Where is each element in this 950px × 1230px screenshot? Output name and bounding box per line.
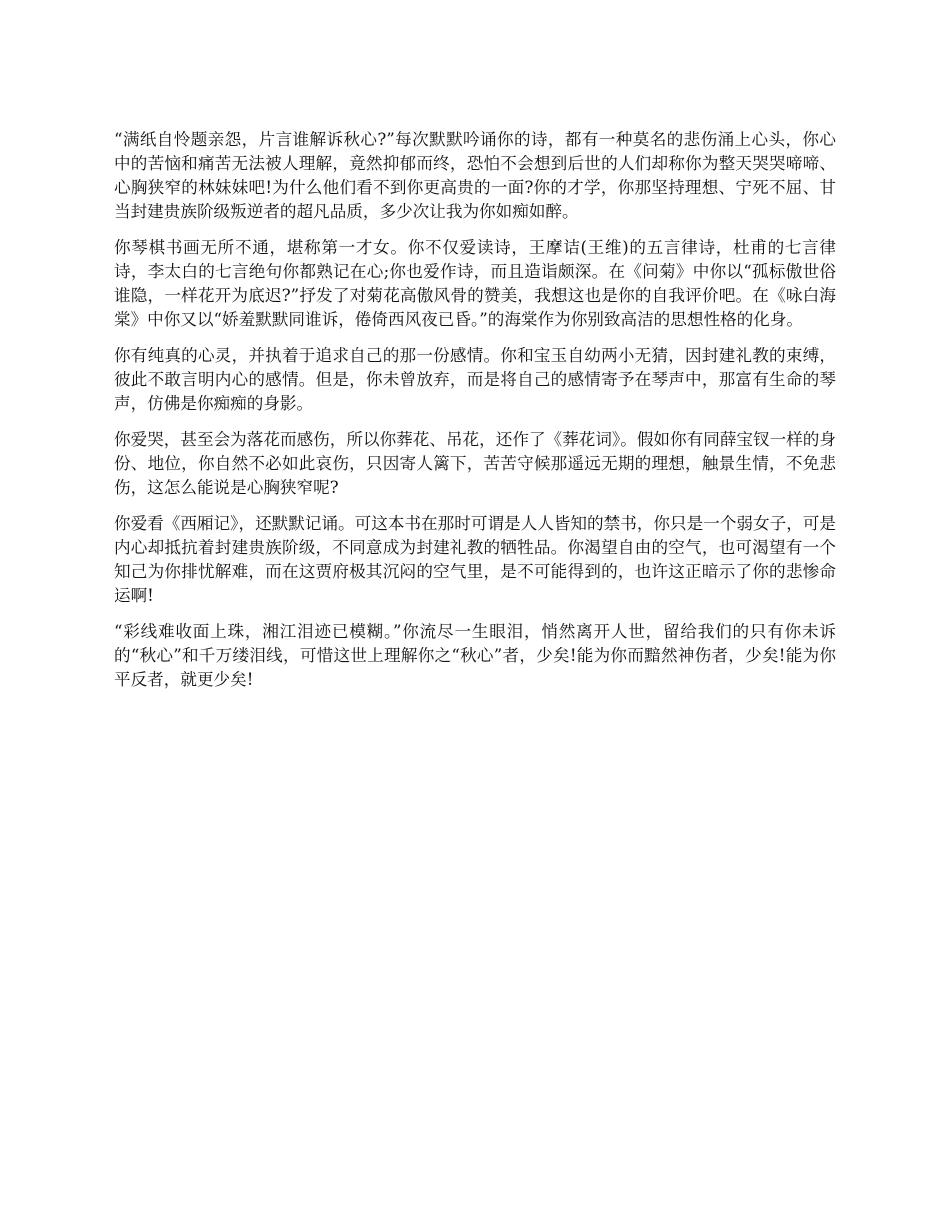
document-body [114,128,836,704]
paragraph-2: 你琴棋书画无所不通，堪称第一才女。你不仅爱读诗，王摩诘(王维)的五言律诗，杜甫的七言律诗，李太白的七言绝句你都熟记在心;你也爱作诗，而且造诣颇深。在《问菊》中你以“孤标傲世俗谁隐，一样花开为底迟?”抒发了对菊花高傲风骨的赞美，我想这也是你的自我评价吧。在《咏白海棠》中你又以“娇羞默默同谁诉，倦倚西风夜已昏。”的海棠作为你别致高洁的思想性格的化身。 [114,238,836,329]
paragraph-4: 你爱哭，甚至会为落花而感伤，所以你葬花、吊花，还作了《葬花词》。假如你有同薛宝钗一样的身份、地位，你自然不必如此哀伤，只因寄人篱下，苦苦守候那遥远无期的理想，触景生情，不免悲伤，这怎么能说是心胸狭窄呢? [114,430,836,497]
paragraph-1: “满纸自怜题亲怨，片言谁解诉秋心?”每次默默吟诵你的诗，都有一种莫名的悲伤涌上心头，你心中的苦恼和痛苦无法被人理解，竟然抑郁而终，恐怕不会想到后世的人们却称你为整天哭哭啼啼、心胸狭窄的林妹妹吧!为什么他们看不到你更高贵的一面?你的才学，你那坚持理想、宁死不屈、甘当封建贵族阶级叛逆者的超凡品质，多少次让我为你如痴如醉。 [114,130,836,221]
paragraph-3: 你有纯真的心灵，并执着于追求自己的那一份感情。你和宝玉自幼两小无猜，因封建礼教的束缚，彼此不敢言明内心的感情。但是，你未曾放弃，而是将自己的感情寄予在琴声中，那富有生命的琴声，仿佛是你痴痴的身影。 [114,346,836,413]
paragraph-5: 你爱看《西厢记》，还默默记诵。可这本书在那时可谓是人人皆知的禁书，你只是一个弱女子，可是内心却抵抗着封建贵族阶级，不同意成为封建礼教的牺牲品。你渴望自由的空气，也可渴望有一个知己为你排忧解难，而在这贾府极其沉闷的空气里，是不可能得到的，也许这正暗示了你的悲惨命运啊! [114,514,836,605]
paragraph-6: “彩线难收面上珠，湘江泪迹已模糊。”你流尽一生眼泪，悄然离开人世，留给我们的只有你未诉的“秋心”和千万缕泪线，可惜这世上理解你之“秋心”者，少矣!能为你而黯然神伤者，少矣!能为你平反者，就更少矣! [114,622,836,689]
